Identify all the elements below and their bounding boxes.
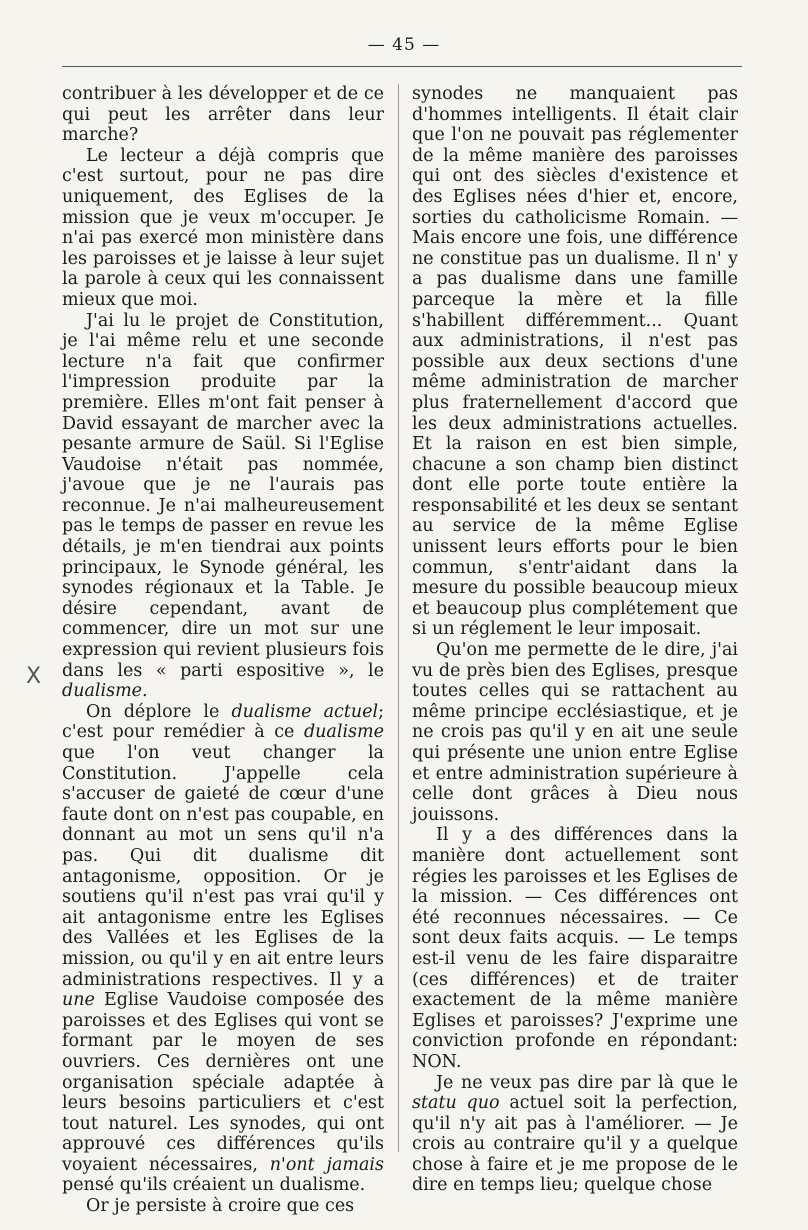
header-rule xyxy=(62,66,742,67)
left-column xyxy=(62,84,384,1217)
emphasis: dualisme xyxy=(303,722,384,743)
paragraph: Je ne veux pas dire par là que le statu quo actuel soit la perfection, qu'il n'y ait pas à l'améliorer. — Je crois au contraire qu'il y a quelque chose à faire et je me propose de le dire en temps lieu; quelque chose xyxy=(412,1072,738,1196)
paragraph: contribuer à les développer et de ce qui peut les arrêter dans leur marche? xyxy=(62,84,384,146)
page-number: — 45 — xyxy=(367,35,441,55)
column-divider xyxy=(398,84,399,1152)
paragraph: Qu'on me permette de le dire, j'ai vu de près bien des Eglises, presque toutes celles qui se rattachent au même principe ecclésiastique, et je ne crois pas qu'il y en ait une seule qui présente une union entre Eglise et entre administration supérieure à celle dont grâces à Dieu nous jouissons. xyxy=(412,640,738,825)
paragraph: Or je persiste à croire que ces xyxy=(86,1196,355,1217)
paragraph: synodes ne manquaient pas d'hommes intelligents. Il était clair que l'on ne pouvait pas réglementer de la même manière des paroisses qui ont des siècles d'existence et des Eglises nées d'hier et, encore, sorties du catholicisme Romain. — Mais encore une fois, une différence ne constitue pas un dualisme. Il n' y a pas dualisme dans une famille parceque la mère et la fille s'habillent différemment... Quant aux administrations, il n'est pas possible aux deux sections d'une même administration de marcher plus fraternellement d'accord que les deux administrations actuelles. Et la raison en est bien simple, chacune a son champ bien distinct dont elle porte toute entière la responsabilité et les deux se sentant au service de la même Eglise unissent leurs efforts pour le bien commun, s'entr'aidant dans la mesure du possible beaucoup mieux et beaucoup plus complétement que si un réglement le leur imposait. xyxy=(412,84,738,640)
paragraph: On déplore le dualisme actuel; c'est pour remédier à ce dualisme que l'on veut changer la Constitution. J'appelle cela s'accuser de gaieté de cœur d'une faute dont on n'est pas coupable, en donnant au mot un sens qu'il n'a pas. Qui dit dualisme dit antagonisme, opposition. Or je soutiens qu'il n'est pas vrai qu'il y ait antagonisme entre les Eglises des Vallées et les Eglises de la mission, ou qu'il y en ait entre leurs administrations respectives. Il y a une Eglise Vaudoise composée des paroisses et des Eglises qui vont se formant par le moyen de ses ouvriers. Ces dernières ont une organisation spéciale adaptée à leurs besoins particuliers et c'est tout naturel. Les synodes, qui ont approuvé ces différences qu'ils voyaient nécessaires, n'ont jamais pensé qu'ils créaient un dualisme. xyxy=(62,701,384,1196)
paragraph: Il y a des différences dans la manière dont actuellement sont régies les paroisses et les Eglises de la mission. — Ces différences ont été reconnues nécessaires. — Ce sont deux faits acquis. — Le temps est-il venu de les faire disparaitre (ces différences) et de traiter exactement de la même manière Eglises et paroisses? J'exprime une conviction profonde en répondant: NON. xyxy=(412,825,738,1072)
emphasis: dualisme. xyxy=(62,681,148,702)
right-column xyxy=(412,84,738,1196)
margin-annotation-mark: X xyxy=(26,664,42,689)
paragraph: J'ai lu le projet de Constitution, je l'ai même relu et une seconde lecture n'a fait que confirmer l'impression produite par la première. Elles m'ont fait penser à David essayant de marcher avec la pesante armure de Saül. Si l'Eglise Vaudoise n'était pas nommée, j'avoue que je ne l'aurais pas reconnue. Je n'ai malheureusement pas le temps de passer en revue les détails, je m'en tiendrai aux points principaux, le Synode général, les synodes régionaux et la Table. Je désire cependant, avant de commencer, dire un mot sur une expression qui revient plusieurs fois dans les « parti espositive », le dualisme. xyxy=(62,310,384,702)
emphasis: statu quo xyxy=(412,1093,500,1114)
emphasis: dualisme actuel xyxy=(231,701,379,722)
paragraph: Le lecteur a déjà compris que c'est surtout, pour ne pas dire uniquement, des Eglises de la mission que je veux m'occuper. Je n'ai pas exercé mon ministère dans les paroisses et je laisse à leur sujet la parole à ceux qui les connaissent mieux que moi. xyxy=(62,145,384,310)
emphasis: n'ont jamais xyxy=(269,1154,384,1175)
emphasis: une xyxy=(62,990,95,1011)
